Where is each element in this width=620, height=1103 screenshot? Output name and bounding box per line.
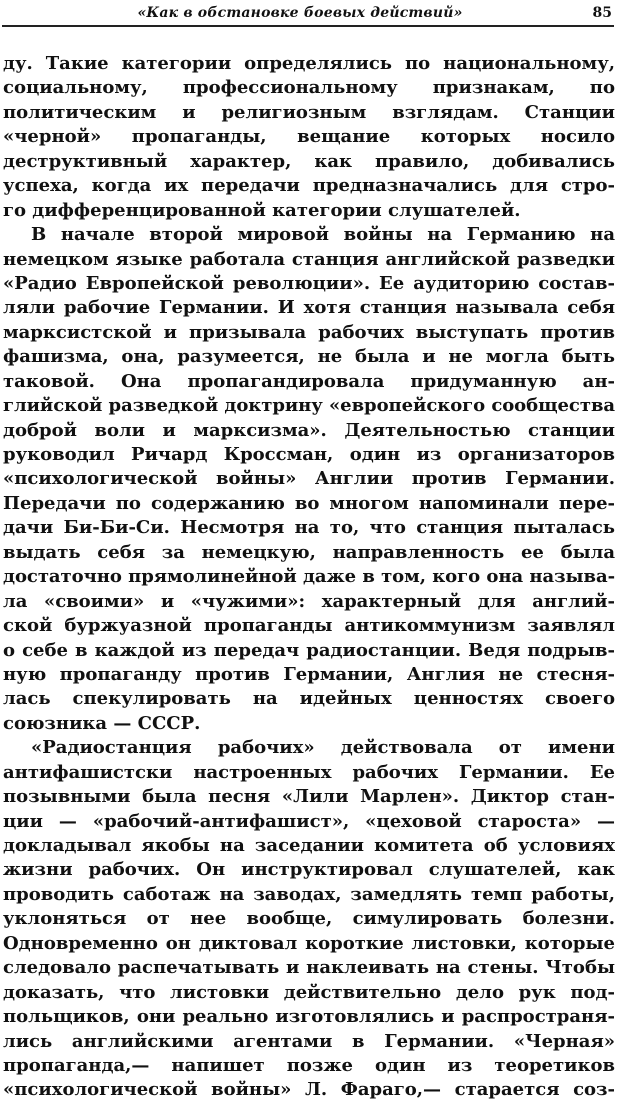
text-line: марксистской и призывала рабочих выступать против bbox=[3, 321, 615, 343]
paragraph-first-line: «Радиостанция рабочих» действовала от имени bbox=[31, 737, 615, 759]
text-line: глийской разведкой доктрину «европейского сообщества bbox=[3, 395, 615, 417]
text-line: «психологической войны» Л. Фараго,— старается соз- bbox=[3, 1079, 615, 1101]
text-line: докладывал якобы на заседании комитета об условиях bbox=[3, 835, 615, 856]
text-line: руководил Ричард Кроссман, один из организаторов bbox=[3, 444, 615, 465]
text-line: проводить саботаж на заводах, замедлять темп работы, bbox=[3, 883, 615, 905]
text-line: ции — «рабочий-антифашист», «цеховой староста» — bbox=[3, 810, 615, 832]
text-line: дачи Би-Би-Си. Несмотря на то, что станция пыталась bbox=[3, 517, 615, 539]
text-line: польщиков, они реально изготовлялись и распространя- bbox=[3, 1006, 615, 1028]
text-line: антифашистски настроенных рабочих Германии. Ее bbox=[3, 761, 615, 783]
page-number: 85 bbox=[592, 5, 612, 21]
text-line: го дифференцированной категории слушателей. bbox=[3, 199, 521, 221]
text-line: «психологической войны» Англии против Германии. bbox=[3, 468, 615, 490]
text-line: доказать, что листовки действительно дело рук под- bbox=[3, 981, 615, 1003]
text-line: жизни рабочих. Он инструктировал слушателей, как bbox=[3, 859, 615, 881]
paragraph-first-line: В начале второй мировой войны на Германию на bbox=[31, 224, 615, 246]
running-header bbox=[0, 0, 620, 32]
text-line: политическим и религиозным взглядам. Станции bbox=[3, 101, 615, 123]
text-line: успеха, когда их передачи предназначались для стро- bbox=[3, 175, 615, 197]
text-line: таковой. Она пропагандировала придуманную ан- bbox=[3, 370, 615, 392]
text-line: выдать себя за немецкую, направленность ее была bbox=[3, 541, 615, 563]
text-line: достаточно прямолинейной даже в том, кого она называ- bbox=[3, 566, 615, 588]
header-rule bbox=[2, 25, 614, 27]
text-line: немецком языке работала станция английской разведки bbox=[3, 248, 615, 270]
text-line: позывными была песня «Лили Марлен». Диктор стан- bbox=[3, 786, 615, 808]
text-line: ляли рабочие Германии. И хотя станция называла себя bbox=[3, 297, 615, 319]
text-line: ную пропаганду против Германии, Англия не стесня- bbox=[3, 663, 615, 685]
text-line: Передачи по содержанию во многом напоминали пере- bbox=[3, 492, 615, 514]
text-line: пропаганда,— напишет позже один из теоретиков bbox=[3, 1054, 615, 1076]
text-line: ду. Такие категории определялись по национальному, bbox=[3, 53, 615, 74]
text-line: уклоняться от нее вообще, симулировать болезни. bbox=[3, 908, 615, 930]
text-line: деструктивный характер, как правило, добивались bbox=[3, 150, 615, 172]
text-line: доброй воли и марксизма». Деятельностью станции bbox=[3, 419, 615, 441]
text-line: ской буржуазной пропаганды антикоммунизм заявлял bbox=[3, 615, 615, 637]
text-line: ла «своими» и «чужими»: характерный для англий- bbox=[3, 590, 615, 612]
text-line: фашизма, она, разумеется, не была и не могла быть bbox=[3, 346, 615, 368]
body-text bbox=[3, 52, 615, 1103]
text-line: лись английскими агентами в Германии. «Черная» bbox=[3, 1030, 615, 1052]
text-line: союзника — СССР. bbox=[3, 712, 201, 734]
text-line: лась спекулировать на идейных ценностях своего bbox=[3, 688, 615, 710]
running-title: «Как в обстановке боевых действий» bbox=[137, 5, 463, 21]
text-line: «черной» пропаганды, вещание которых носило bbox=[3, 126, 615, 148]
text-line: следовало распечатывать и наклеивать на стены. Чтобы bbox=[3, 957, 615, 979]
text-line: «Радио Европейской революции». Ее аудиторию состав- bbox=[3, 272, 615, 294]
text-line: Одновременно он диктовал короткие листовки, которые bbox=[3, 932, 615, 954]
text-line: социальному, профессиональному признакам, по bbox=[3, 77, 615, 99]
text-line: о себе в каждой из передач радиостанции. Ведя подрыв- bbox=[3, 639, 615, 661]
